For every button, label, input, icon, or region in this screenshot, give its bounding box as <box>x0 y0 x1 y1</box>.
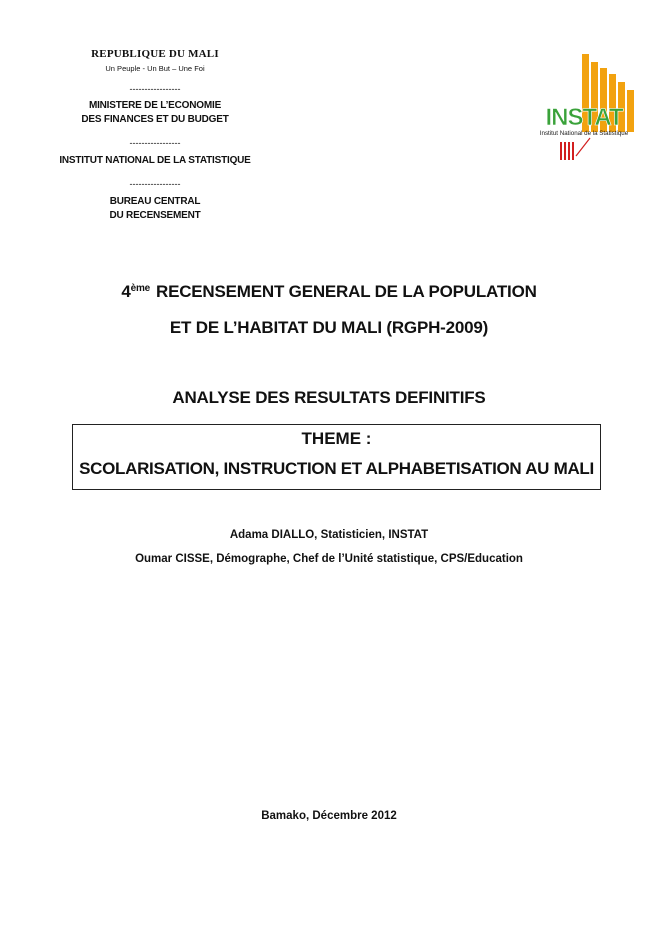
title-ordinal-suffix: ème <box>130 283 150 294</box>
author-2: Oumar CISSE, Démographe, Chef de l’Unité statistique, CPS/Education <box>135 553 523 565</box>
theme-box <box>72 424 601 490</box>
ministry-name <box>40 99 270 127</box>
logo-subtitle: Institut National de la Statistique <box>539 130 629 137</box>
title-line-2: ET DE L’HABITAT DU MALI (RGPH-2009) <box>169 318 489 337</box>
theme-text: SCOLARISATION, INSTRUCTION ET ALPHABETISATION AU MALI <box>79 459 594 478</box>
bureau-name <box>40 195 270 223</box>
separator-3: ----------------- <box>129 179 181 189</box>
ministry-line-1: MINISTERE DE L’ECONOMIE <box>88 100 222 111</box>
national-motto: Un Peuple - Un But – Une Foi <box>105 64 205 73</box>
document-title-2 <box>0 318 658 338</box>
authors-block <box>0 528 658 566</box>
logo-check-icon <box>576 138 590 156</box>
author-1: Adama DIALLO, Statisticien, INSTAT <box>229 529 429 541</box>
separator-2: ----------------- <box>129 138 181 148</box>
country-name: REPUBLIQUE DU MALI <box>91 48 219 60</box>
instat-logo <box>532 52 638 164</box>
theme-label: THEME : <box>301 429 372 448</box>
title-line-1-text: RECENSEMENT GENERAL DE LA POPULATION <box>156 282 537 301</box>
bureau-line-1: BUREAU CENTRAL <box>109 196 201 207</box>
logo-stripes-icon <box>560 142 574 160</box>
title-ordinal: 4 <box>121 282 131 301</box>
logo-acronym: INSTAT <box>545 104 623 131</box>
issuer-header <box>40 48 270 223</box>
instat-logo-graphic <box>532 52 638 164</box>
place-date: Bamako, Décembre 2012 <box>261 810 397 822</box>
separator-1: ----------------- <box>129 84 181 94</box>
title-line-1 <box>0 282 658 302</box>
institute-name: INSTITUT NATIONAL DE LA STATISTIQUE <box>59 155 251 166</box>
document-title <box>0 282 658 302</box>
bureau-line-2: DU RECENSEMENT <box>109 210 201 221</box>
ministry-line-2: DES FINANCES ET DU BUDGET <box>81 114 229 125</box>
analysis-heading: ANALYSE DES RESULTATS DEFINITIFS <box>172 388 486 407</box>
